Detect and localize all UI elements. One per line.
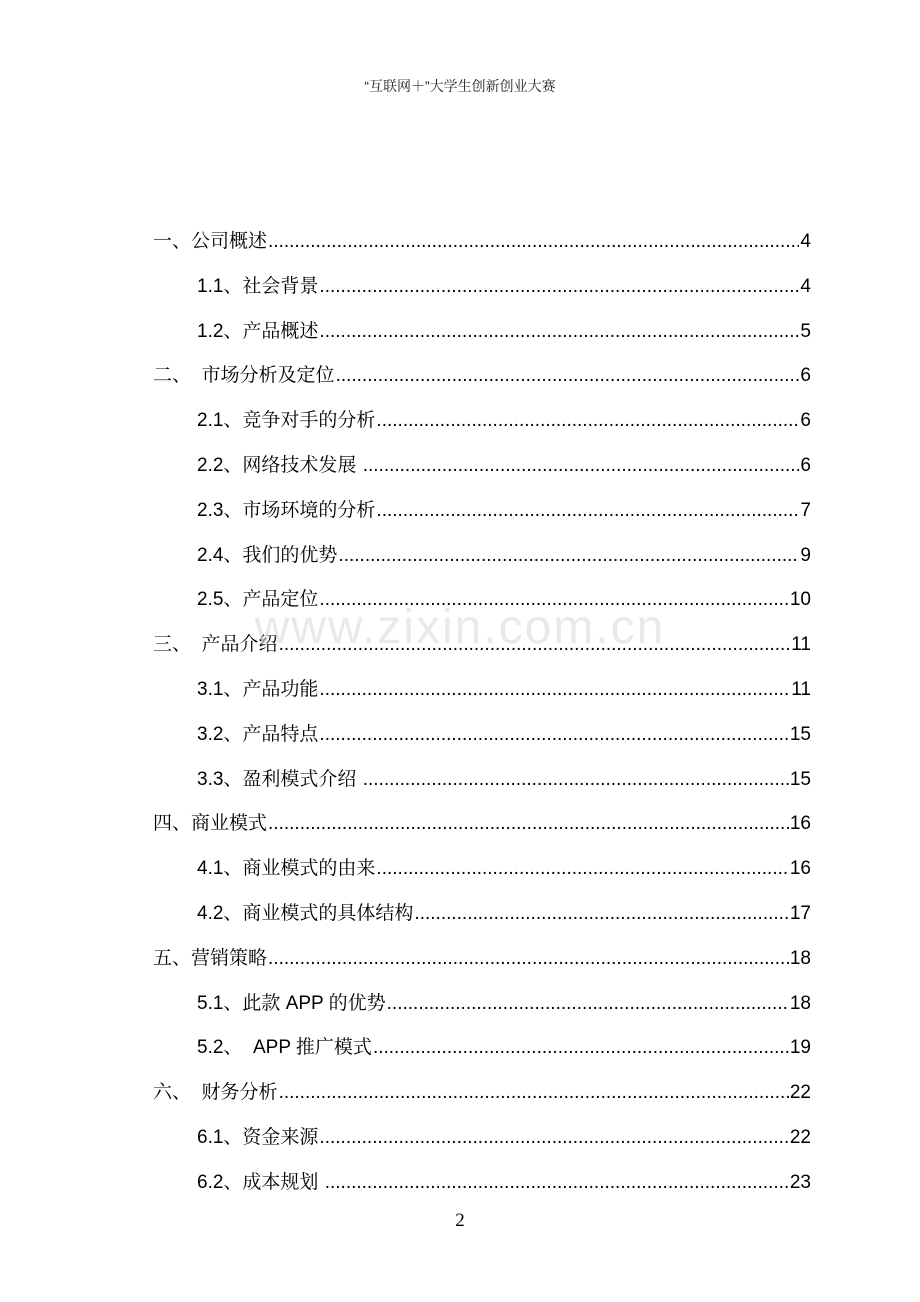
toc-entry-page: 15 xyxy=(789,723,811,745)
toc-entry-page: 11 xyxy=(791,678,811,700)
running-header: “互联网＋”大学生创新创业大赛 xyxy=(364,78,556,94)
toc-dot-leader xyxy=(338,534,799,579)
toc-entry[interactable] xyxy=(153,1116,811,1161)
toc-entry[interactable] xyxy=(153,265,811,310)
toc-entry-page: 16 xyxy=(789,813,811,835)
toc-dot-leader xyxy=(387,982,789,1027)
toc-entry-page: 22 xyxy=(789,1082,811,1104)
toc-entry[interactable] xyxy=(153,802,811,847)
toc-dot-leader xyxy=(268,937,789,982)
toc-dot-leader xyxy=(363,758,789,803)
toc-dot-leader xyxy=(336,354,800,399)
toc-entry-page: 5 xyxy=(800,320,811,342)
toc-entry-page: 22 xyxy=(789,1126,811,1148)
toc-entry-page: 23 xyxy=(789,1171,811,1193)
toc-entry[interactable] xyxy=(153,354,811,399)
toc-entry-page: 18 xyxy=(789,992,811,1014)
toc-entry[interactable] xyxy=(153,758,811,803)
toc-entry[interactable] xyxy=(153,668,811,713)
toc-dot-leader xyxy=(268,220,799,265)
toc-dot-leader xyxy=(414,892,788,937)
toc-entry-title: 6.1、资金来源 xyxy=(197,1126,319,1148)
toc-entry-page: 6 xyxy=(800,365,811,387)
table-of-contents xyxy=(153,220,811,1206)
toc-entry-title: 4.2、商业模式的具体结构 xyxy=(197,902,414,924)
toc-entry-title: 5.1、此款 APP 的优势 xyxy=(197,992,386,1014)
toc-entry[interactable] xyxy=(153,310,811,355)
toc-dot-leader xyxy=(279,1071,789,1116)
toc-entry-page: 19 xyxy=(789,1037,811,1059)
toc-dot-leader xyxy=(319,713,788,758)
toc-entry-title: 2.2、网络技术发展 xyxy=(197,454,362,476)
toc-dot-leader xyxy=(376,399,799,444)
toc-entry-title: 4.1、商业模式的由来 xyxy=(197,858,376,880)
toc-entry[interactable] xyxy=(153,1161,811,1206)
toc-dot-leader xyxy=(373,1026,789,1071)
toc-entry[interactable] xyxy=(153,444,811,489)
toc-entry[interactable] xyxy=(153,578,811,623)
toc-entry[interactable] xyxy=(153,847,811,892)
toc-entry-page: 18 xyxy=(789,947,811,969)
toc-entry[interactable] xyxy=(153,399,811,444)
toc-entry-page: 6 xyxy=(800,454,811,476)
toc-dot-leader xyxy=(319,310,799,355)
toc-entry[interactable] xyxy=(153,220,811,265)
toc-entry-page: 4 xyxy=(800,231,811,252)
toc-entry[interactable] xyxy=(153,892,811,937)
toc-dot-leader xyxy=(268,802,789,847)
toc-entry-title: 五、营销策略 xyxy=(153,947,268,969)
toc-entry-page: 6 xyxy=(800,410,811,432)
toc-entry-page: 16 xyxy=(789,858,811,880)
toc-entry[interactable] xyxy=(153,982,811,1027)
toc-entry-title: 2.3、市场环境的分析 xyxy=(197,499,376,521)
toc-entry-title: 3.3、盈利模式介绍 xyxy=(197,768,362,790)
toc-entry-title: 四、商业模式 xyxy=(153,813,268,835)
toc-dot-leader xyxy=(319,578,788,623)
toc-entry-page: 4 xyxy=(800,275,811,297)
toc-entry-page: 15 xyxy=(789,768,811,790)
toc-dot-leader xyxy=(376,489,799,534)
toc-entry[interactable] xyxy=(153,1071,811,1116)
toc-entry-title: 2.4、我们的优势 xyxy=(197,544,338,566)
toc-entry-title: 2.1、竞争对手的分析 xyxy=(197,410,376,432)
toc-entry-title: 六、 财务分析 xyxy=(153,1082,278,1104)
toc-entry-title: 2.5、产品定位 xyxy=(197,589,319,611)
toc-entry-page: 10 xyxy=(789,589,811,611)
toc-dot-leader xyxy=(319,668,790,713)
toc-entry[interactable] xyxy=(153,937,811,982)
toc-dot-leader xyxy=(319,1116,788,1161)
toc-entry-title: 3.1、产品功能 xyxy=(197,678,319,700)
toc-entry[interactable] xyxy=(153,623,811,668)
toc-dot-leader xyxy=(325,1161,789,1206)
watermark: www.zixin.com.cn xyxy=(254,601,666,654)
toc-dot-leader xyxy=(279,623,791,668)
toc-dot-leader xyxy=(376,847,788,892)
toc-entry[interactable] xyxy=(153,534,811,579)
toc-dot-leader xyxy=(319,265,799,310)
toc-entry[interactable] xyxy=(153,1026,811,1071)
toc-entry-title: 3.2、产品特点 xyxy=(197,723,319,745)
toc-entry-title: 一、公司概述 xyxy=(153,231,268,252)
toc-entry-page: 9 xyxy=(800,544,811,566)
toc-entry-title: 三、 产品介绍 xyxy=(153,634,278,656)
toc-entry[interactable] xyxy=(153,489,811,534)
toc-dot-leader xyxy=(363,444,800,489)
toc-entry-page: 11 xyxy=(791,634,811,656)
toc-entry-title: 6.2、成本规划 xyxy=(197,1171,324,1193)
toc-entry-page: 17 xyxy=(789,902,811,924)
toc-entry-title: 1.2、产品概述 xyxy=(197,320,319,342)
page-number: 2 xyxy=(455,1210,465,1231)
toc-entry[interactable] xyxy=(153,713,811,758)
toc-entry-page: 7 xyxy=(800,499,811,521)
toc-entry-title: 5.2、 APP 推广模式 xyxy=(197,1037,372,1059)
toc-entry-title: 二、 市场分析及定位 xyxy=(153,365,335,387)
toc-entry-title: 1.1、社会背景 xyxy=(197,275,319,297)
